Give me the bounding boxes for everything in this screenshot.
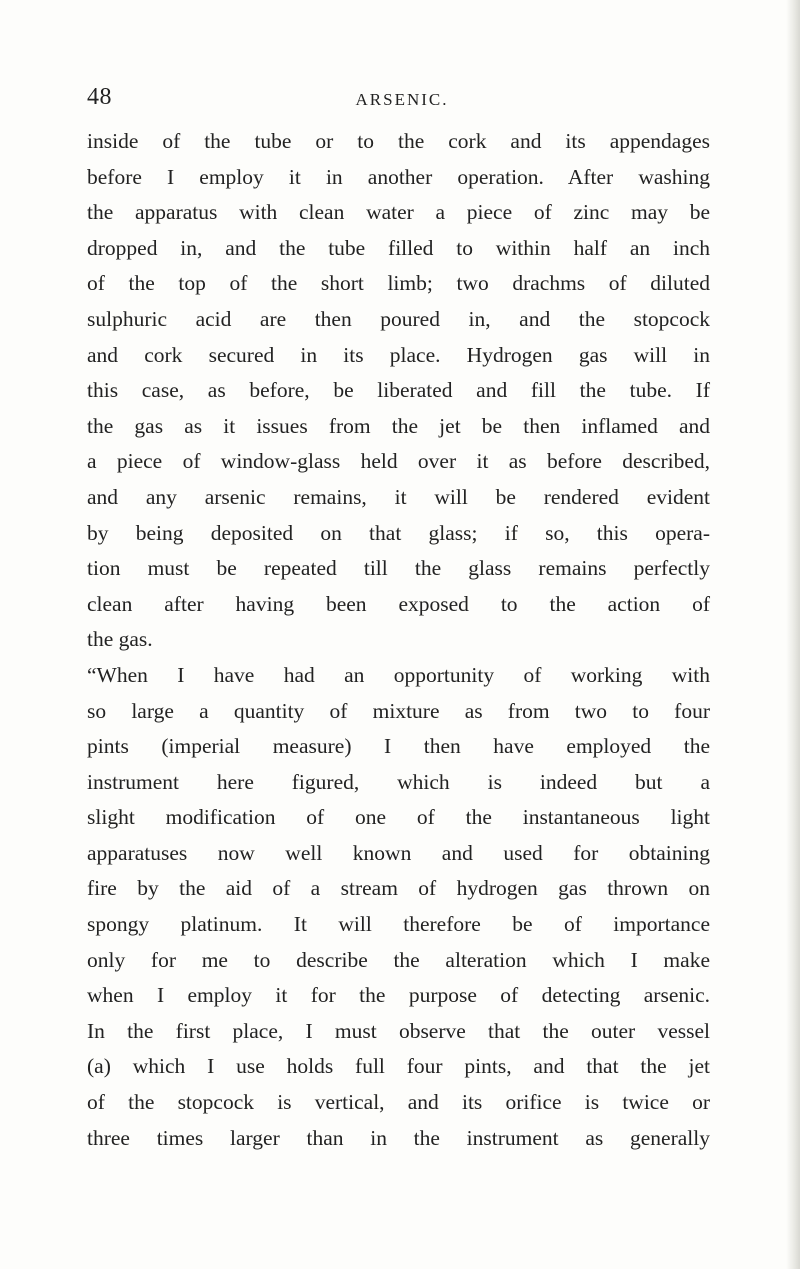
text-line: a piece of window-glass held over it as before described, xyxy=(87,449,710,474)
text-line: sulphuric acid are then poured in, and the stopcock xyxy=(87,306,710,331)
text-line: tion must be repeated till the glass remains perfectly xyxy=(87,556,710,581)
text-line: inside of the tube or to the cork and its appendages xyxy=(87,129,710,153)
page-header xyxy=(87,84,717,118)
text-line: only for me to describe the alteration which I make xyxy=(87,947,710,972)
text-line: so large a quantity of mixture as from two to four xyxy=(87,698,710,723)
page-number: 48 xyxy=(87,84,112,110)
running-head: ARSENIC. xyxy=(355,90,449,109)
text-line: instrument here figured, which is indeed but a xyxy=(87,769,710,794)
text-line: the apparatus with clean water a piece of zinc may be xyxy=(87,200,710,225)
text-line: and any arsenic remains, it will be rendered evident xyxy=(87,484,710,509)
text-line: pints (imperial measure) I then have employed the xyxy=(87,734,710,759)
text-line: spongy platinum. It will therefore be of importance xyxy=(87,912,710,937)
text-line: the gas as it issues from the jet be then inflamed and xyxy=(87,413,710,438)
text-line: three times larger than in the instrument as generally xyxy=(87,1125,710,1150)
text-line: “When I have had an opportunity of working with xyxy=(87,662,710,687)
text-line: and cork secured in its place. Hydrogen gas will in xyxy=(87,342,710,367)
text-line: fire by the aid of a stream of hydrogen gas thrown on xyxy=(87,876,710,901)
text-line: of the stopcock is vertical, and its orifice is twice or xyxy=(87,1090,710,1115)
text-line: In the first place, I must observe that the outer vessel xyxy=(87,1018,710,1043)
text-line: of the top of the short limb; two drachms of diluted xyxy=(87,271,710,296)
text-line: (a) which I use holds full four pints, and that the jet xyxy=(87,1054,710,1079)
text-line: apparatuses now well known and used for obtaining xyxy=(87,840,710,865)
text-line: when I employ it for the purpose of detecting arsenic. xyxy=(87,983,710,1008)
text-line: by being deposited on that glass; if so, this opera- xyxy=(87,520,710,545)
paragraph-end-line: the gas. xyxy=(87,627,153,652)
text-line: dropped in, and the tube filled to within half an inch xyxy=(87,235,710,260)
text-line: clean after having been exposed to the action of xyxy=(87,591,710,616)
text-line: before I employ it in another operation. After washing xyxy=(87,164,710,189)
text-line: this case, as before, be liberated and fill the tube. If xyxy=(87,378,710,403)
page-edge-shadow xyxy=(786,0,800,1269)
body-text xyxy=(87,124,710,1156)
text-line: slight modification of one of the instantaneous light xyxy=(87,805,710,830)
